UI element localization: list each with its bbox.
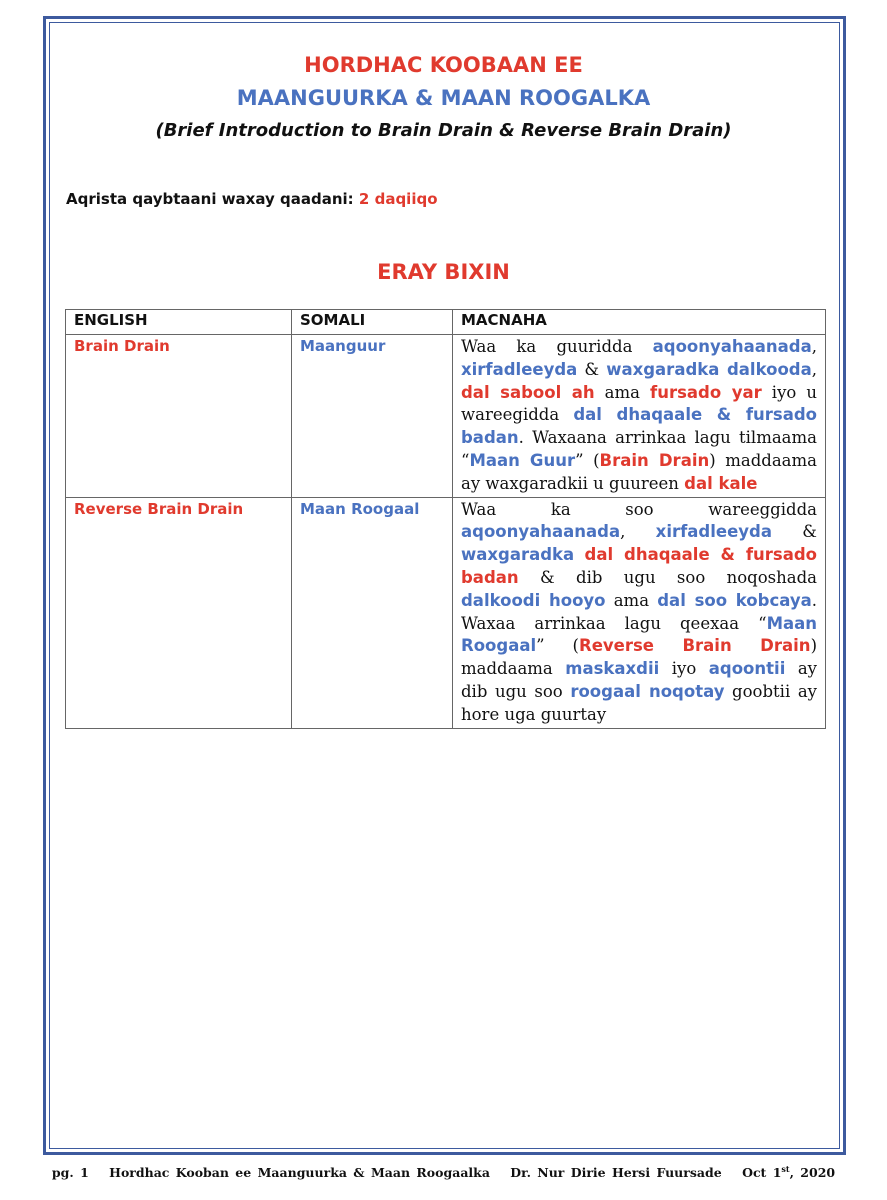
table-row: [66, 497, 826, 728]
reading-time: [66, 190, 438, 208]
meaning-text: ,: [811, 359, 817, 379]
meaning-highlight: roogaal noqotay: [570, 681, 725, 701]
footer-document-title: Hordhac Kooban ee Maanguurka & Maan Roogaalka: [109, 1165, 490, 1181]
meaning-text: ) maddaama: [461, 636, 817, 679]
reading-time-label: Aqrista qaybtaani waxay qaadani:: [66, 190, 354, 208]
meaning-highlight: xirfadleeyda: [655, 522, 772, 542]
meaning-text: ama: [605, 590, 658, 610]
meaning-text: Waa ka soo wareeggidda: [461, 499, 817, 519]
meaning-highlight: aqoontii: [708, 659, 786, 679]
meaning-highlight: Maan Guur: [469, 450, 576, 470]
meaning-highlight: xirfadleeyda: [461, 359, 578, 379]
meaning-text: &: [577, 359, 607, 379]
english-cell: [66, 497, 292, 728]
meaning-highlight: dal dhaqaale & fursado badan: [461, 405, 817, 448]
meaning-text: &: [771, 522, 817, 542]
meaning-highlight: aqoonyahaanada: [652, 337, 812, 356]
title-line-2: MAANGUURKA & MAAN ROOGALKA: [236, 86, 651, 110]
meaning-highlight: dal sabool ah: [461, 382, 595, 402]
footer-author: Dr. Nur Dirie Hersi Fuursade: [510, 1165, 722, 1181]
meaning-highlight: Maan Roogaal: [461, 613, 817, 656]
column-header-somali: SOMALI: [292, 310, 453, 335]
footer-date-sup: st: [781, 1164, 790, 1174]
subtitle: (Brief Introduction to Brain Drain & Reverse Brain Drain): [155, 120, 732, 141]
column-header-meaning: MACNAHA: [453, 310, 826, 335]
footer-date-prefix: Oct 1: [742, 1165, 782, 1181]
meaning-highlight: maskaxdii: [565, 659, 660, 679]
meaning-highlight: dal soo kobcaya: [657, 590, 812, 610]
meaning-text: ay dib ugu soo: [461, 659, 817, 701]
meaning-highlight: Brain Drain: [599, 450, 710, 470]
meaning-text: ” (: [536, 636, 579, 656]
meaning-highlight: dalkoodi hooyo: [461, 590, 606, 610]
meaning-text: iyo: [659, 659, 709, 679]
meaning-text: ama: [594, 382, 651, 402]
meaning-text: & dib ugu soo noqoshada: [518, 567, 817, 587]
meaning-text: ,: [811, 337, 817, 356]
meaning-highlight: waxgaradka: [461, 545, 575, 565]
meaning-text: goobtii ay hore uga guurtay: [461, 681, 817, 724]
meaning-highlight: dal kale: [684, 473, 758, 493]
footer-date: [742, 1165, 835, 1180]
somali-cell: [292, 335, 453, 498]
meaning-cell: [453, 497, 826, 728]
meaning-text: . Waxaana arrinkaa lagu tilmaama “: [461, 428, 817, 470]
meaning-text: ) maddaama ay waxgaradkii u guureen: [461, 450, 817, 493]
meaning-text: [574, 545, 584, 564]
section-title: ERAY BIXIN: [377, 260, 510, 284]
meaning-text: . Waxaa arrinkaa lagu qeexaa “: [461, 590, 817, 633]
meaning-text: ” (: [575, 450, 600, 470]
meaning-cell: [453, 335, 826, 498]
english-term: Reverse Brain Drain: [74, 499, 244, 518]
meaning-highlight: aqoonyahaanada: [461, 522, 621, 542]
meaning-text: ,: [620, 522, 656, 542]
glossary-table: [65, 309, 826, 729]
somali-term: Maanguur: [300, 337, 386, 355]
column-header-english: ENGLISH: [66, 310, 292, 335]
meaning-highlight: dal dhaqaale & fursado badan: [461, 545, 817, 587]
meaning-text: Waa ka guuridda: [461, 337, 653, 356]
reading-time-value: 2 daqiiqo: [358, 190, 438, 208]
somali-cell: [292, 497, 453, 728]
footer-date-suffix: , 2020: [789, 1165, 836, 1181]
meaning-highlight: waxgaradka dalkooda: [606, 359, 812, 379]
table-header-row: [66, 310, 826, 335]
somali-term: Maan Roogaal: [300, 499, 420, 518]
english-term: Brain Drain: [74, 337, 170, 355]
meaning-highlight: fursado yar: [650, 382, 762, 402]
meaning-text: iyo u wareegidda: [461, 382, 817, 425]
page-footer: [0, 1164, 887, 1180]
table-row: [66, 335, 826, 498]
english-cell: [66, 335, 292, 498]
title-line-1: HORDHAC KOOBAAN EE: [304, 53, 583, 77]
footer-page-number: pg. 1: [51, 1165, 89, 1181]
meaning-highlight: Reverse Brain Drain: [578, 636, 811, 656]
